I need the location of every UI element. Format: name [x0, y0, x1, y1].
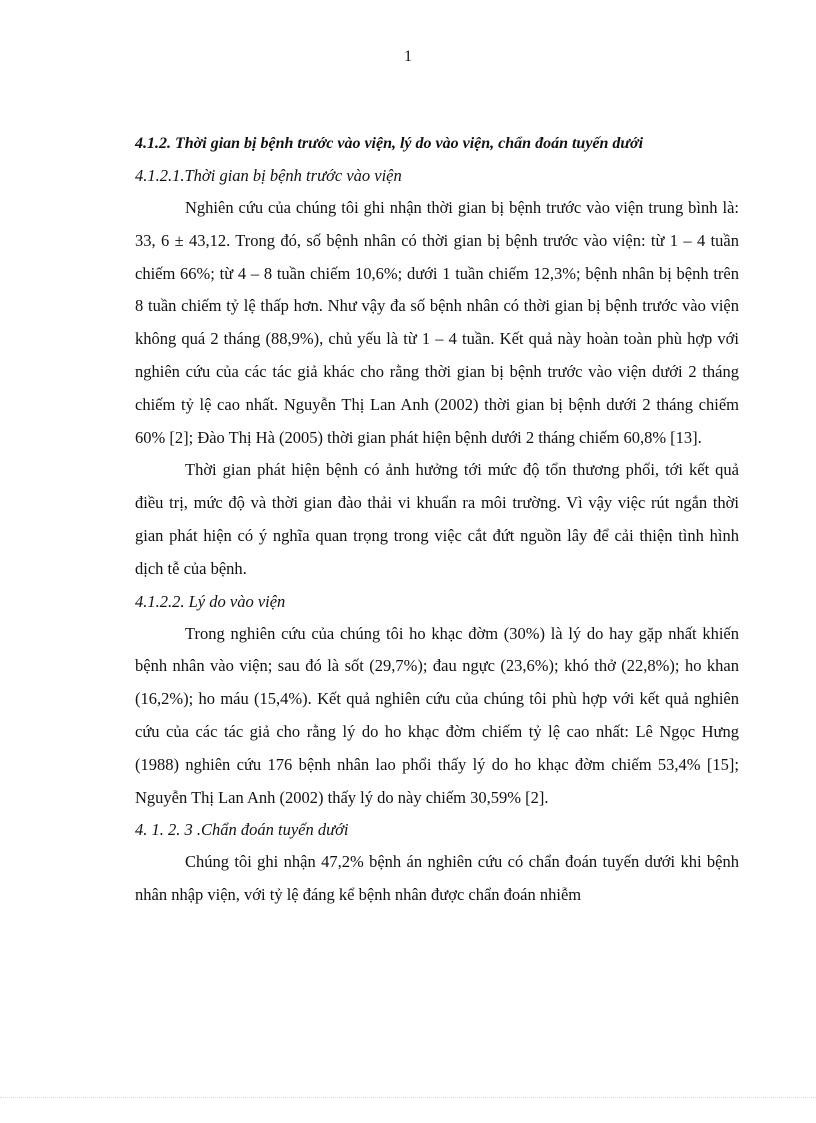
- paragraph: Thời gian phát hiện bệnh có ảnh hưởng tới mức độ tổn thương phổi, tới kết quả điều trị, mức độ và thời gian đào thải vi khuẩn ra môi trường. Vì vậy việc rút ngắn thời gian phát hiện có ý nghĩa quan trọng trong việc cắt đứt nguồn lây để cải thiện tình hình dịch tễ của bệnh.: [135, 460, 739, 578]
- page-bottom-divider: [0, 1097, 816, 1098]
- document-body: [135, 128, 739, 912]
- paragraph: Nghiên cứu của chúng tôi ghi nhận thời gian bị bệnh trước vào viện trung bình là: 33, 6 ± 43,12. Trong đó, số bệnh nhân có thời gian bị bệnh trước vào viện: từ 1 – 4 tuần chiếm 66%; từ 4 – 8 tuần chiếm 10,6%; dưới 1 tuần chiếm 12,3%; bệnh nhân bị bệnh trên 8 tuần chiếm tỷ lệ thấp hơn. Như vậy đa số bệnh nhân có thời gian bị bệnh trước vào viện không quá 2 tháng (88,9%), chủ yếu là từ 1 – 4 tuần. Kết quả này hoàn toàn phù hợp với nghiên cứu của các tác giả khác cho rằng thời gian bị bệnh trước vào viện dưới 2 tháng chiếm tỷ lệ cao nhất. Nguyễn Thị Lan Anh (2002) thời gian bị bệnh dưới 2 tháng chiếm 60% [2]; Đào Thị Hà (2005) thời gian phát hiện bệnh dưới 2 tháng chiếm 60,8% [13].: [135, 198, 739, 447]
- page-number: 1: [404, 48, 412, 65]
- paragraph: Chúng tôi ghi nhận 47,2% bệnh án nghiên cứu có chẩn đoán tuyến dưới khi bệnh nhân nhập viện, với tỷ lệ đáng kể bệnh nhân được chẩn đoán nhiễm: [135, 852, 739, 905]
- subsection-heading-4-1-2-2: 4.1.2.2. Lý do vào viện: [135, 591, 286, 611]
- section-heading-4-1-2: 4.1.2. Thời gian bị bệnh trước vào viện, lý do vào viện, chẩn đoán tuyến dưới: [135, 135, 644, 152]
- subsection-heading-4-1-2-3: 4. 1. 2. 3 .Chẩn đoán tuyến dưới: [135, 820, 349, 840]
- subsection-heading-4-1-2-1: 4.1.2.1.Thời gian bị bệnh trước vào viện: [135, 166, 402, 185]
- paragraph: Trong nghiên cứu của chúng tôi ho khạc đờm (30%) là lý do hay gặp nhất khiến bệnh nhân vào viện; sau đó là sốt (29,7%); đau ngực (23,6%); khó thở (22,8%); ho khan (16,2%); ho máu (15,4%). Kết quả nghiên cứu của chúng tôi phù hợp với kết quả nghiên cứu của các tác giả cho rằng lý do ho khạc đờm chiếm tỷ lệ cao nhất: Lê Ngọc Hưng (1988) nghiên cứu 176 bệnh nhân lao phổi thấy lý do ho khạc đờm chiếm 53,4% [15]; Nguyễn Thị Lan Anh (2002) thấy lý do này chiếm 30,59% [2].: [135, 623, 739, 807]
